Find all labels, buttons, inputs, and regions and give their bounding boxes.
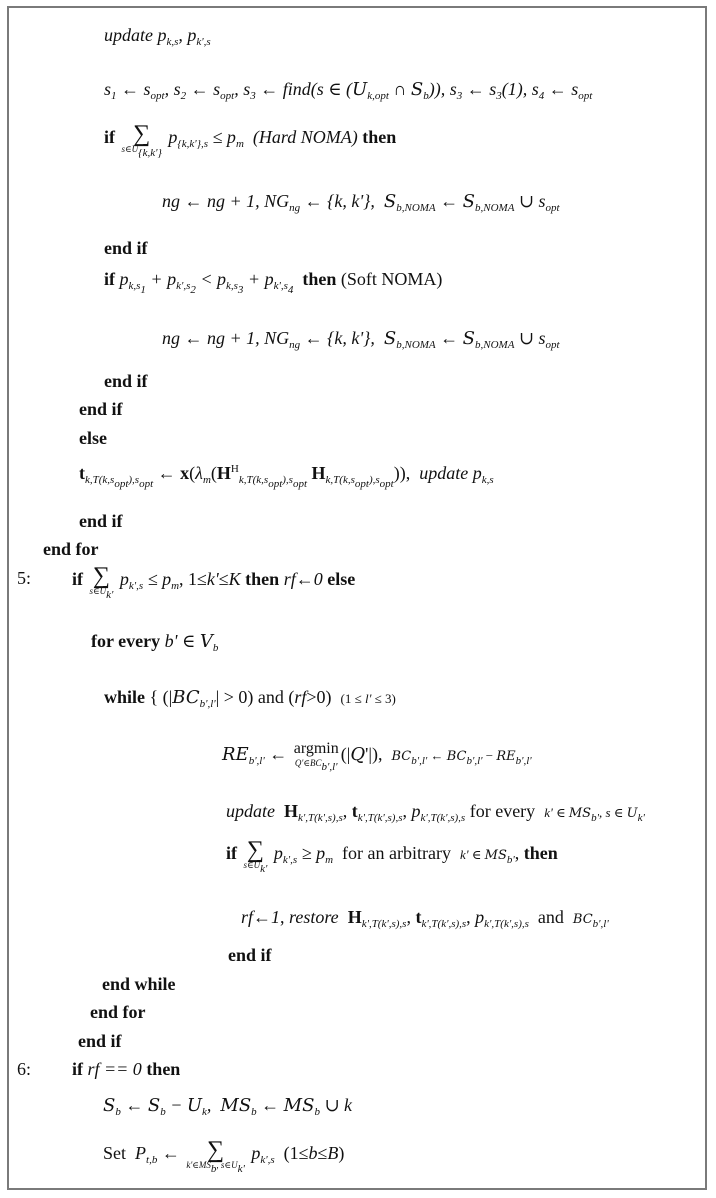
soft-noma-label: (Soft NOMA)	[340, 269, 443, 289]
line-set-ptb: Set $P_{t,b}$ ← ∑ $k'\in MS_b$, $s\in U_{k'}$ $p_{k',s}$ (1≤b≤B)	[103, 1137, 345, 1175]
line-if-soft-noma: if $p_{k,s_1} + p_{k',s_2} < p_{k,s_3} + p_{k',s_4}$ then (Soft NOMA)	[104, 269, 443, 296]
line-end-if-6: end if	[78, 1031, 122, 1051]
update-keyword: update	[104, 25, 153, 45]
line-if-sum-geq-pm: if ∑ $s\in U_{k'}$ $p_{k',s} \ge p_m$ for an arbitrary k' ∈ $MS_{b'}$, then	[226, 837, 558, 875]
find-keyword: find	[282, 79, 311, 99]
line-end-while: end while	[102, 974, 176, 994]
line-end-for-1: end for	[43, 539, 99, 559]
line-else: else	[79, 428, 107, 448]
if-keyword: if	[104, 127, 115, 148]
hard-noma-label: (Hard NOMA)	[252, 127, 358, 148]
line-restore: rf←1, restore $H_{k',T(k',s),s}$, $t_{k',T(k',s),s}$, $p_{k',T(k',s),s}$ and $BC_{b',l'}$	[241, 907, 609, 930]
line-update-sb-msb: $S_b$ ← $S_b - U_k$, $MS_b$ ← $MS_b$ ∪ k	[103, 1095, 353, 1118]
line-ng-update-2: ng ← ng + 1, $NG_{ng}$ ← {k, k'}, $S_{b,NOMA}$ ← $S_{b,NOMA}$ ∪ $s_{opt}$	[162, 328, 560, 351]
line-end-if-2: end if	[104, 371, 148, 391]
line-end-if-4: end if	[79, 511, 123, 531]
line-end-if-5: end if	[228, 945, 272, 965]
line-ng-update-1: ng ← ng + 1, $NG_{ng}$ ← {k, k'}, $S_{b,NOMA}$ ← $S_{b,NOMA}$ ∪ $s_{opt}$	[162, 191, 560, 214]
line-update-h-t-p: update $H_{k',T(k',s),s}$, $t_{k',T(k',s),s}$, $p_{k',T(k',s),s}$ for every k' ∈ $MS_{b'}$, s ∈ $U_{k'}$	[226, 801, 645, 824]
line-end-for-2: end for	[90, 1002, 146, 1022]
step-number-5: 5:	[17, 568, 32, 588]
line-end-if-3: end if	[79, 399, 123, 419]
line-while: while { $(|BC_{b',l'}| > 0)$ and (rf>0) (1 ≤ l' ≤ 3)	[104, 687, 396, 710]
line-re-argmin: $RE_{b',l'}$ ← argmin $Q'\in BC_{b',l'}$ (|Q'|), $BC_{b',l'}$ ← $BC_{b',l'} - RE_{b',l'}$	[222, 740, 532, 773]
sum-operator: ∑ $s\in U_{\{k,k'\}}$	[121, 121, 162, 159]
line-for-every-b: for every b' ∈ $V_b$	[91, 631, 219, 654]
line-update-p: update $p_{k,s}$, $p_{k',s}$	[104, 25, 211, 48]
line-if-hard-noma: if ∑ $s\in U_{\{k,k'\}}$ $p_{\{k,k'\},s} \le p_m$ (Hard NOMA) then	[104, 121, 397, 159]
line-end-if-1: end if	[104, 238, 148, 258]
line-assign-s: $s_1$ ← $s_{opt}$, $s_2$ ← $s_{opt}$, $s_3$ ← find(s ∈ ($U_{k,opt}$ ∩ $S_b$)), $s_3$ ← $s_3(1)$, $s_4$ ← $s_{opt}$	[104, 79, 593, 102]
line-if-rf-zero: if rf == 0 then	[72, 1059, 181, 1079]
step-number-6: 6:	[17, 1059, 32, 1079]
then-keyword: then	[362, 127, 397, 148]
line-if-sum-pm: if ∑ $s\in U_{k'}$ $p_{k',s} \le p_m$, 1≤k'≤K then rf←0 else	[72, 563, 356, 601]
line-t-update: $t_{k,T(k,s_{opt}),s_{opt}}$ ← $x(\lambda_m(H^H_{k,T(k,s_{opt}),s_{opt}}$ $H_{k,T(k,s_{opt}),s_{opt}}$)), update $p_{k,s}$	[79, 463, 494, 490]
